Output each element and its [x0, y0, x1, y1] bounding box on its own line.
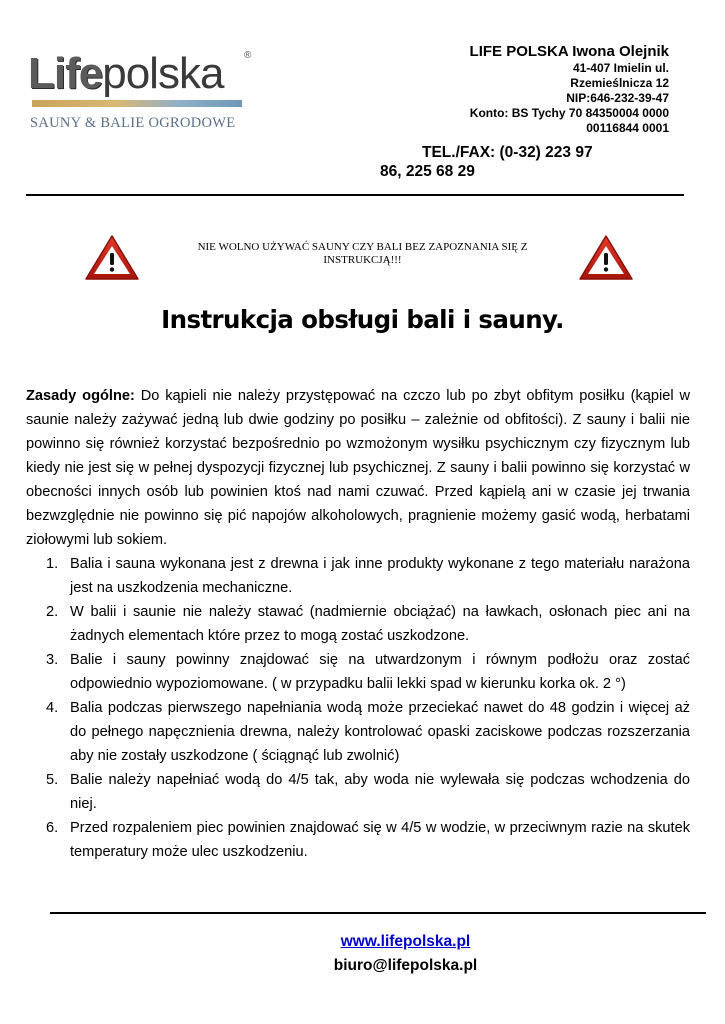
list-item-text: Balia i sauna wykonana jest z drewna i jak inne produkty wykonane z tego materiału narażona jest na uszkodzenia mechaniczne.	[70, 556, 690, 596]
logo-color-band	[32, 100, 242, 107]
list-item-number: 6.	[46, 820, 59, 836]
list-item-text: Balia podczas pierwszego napełniania wodą może przeciekać nawet do 48 godzin i więcej aż do pełnego napęcznienia drewna, należy kontrolować opaski zaciskowe podczas rozszerzania aby nie zostały uszkodzone ( ściągnąć lub zwolnić)	[70, 700, 690, 764]
logo-tagline: SAUNY & BALIE OGRODOWE	[30, 115, 236, 131]
list-item-text: Przed rozpaleniem piec powinien znajdować się w 4/5 w wodzie, w przeciwnym razie na skutek temperatury może ulec uszkodzeniu.	[70, 820, 690, 860]
phone-line1: TEL./FAX: (0-32) 223 97	[422, 144, 593, 161]
company-nip: NIP:646-232-39-47	[566, 91, 669, 105]
list-item-text: Balie należy napełniać wodą do 4/5 tak, aby woda nie wylewała się podczas wchodzenia do niej.	[70, 772, 690, 812]
company-account-line2: 00116844 0001	[586, 121, 669, 135]
company-logo	[28, 48, 258, 143]
intro-label: Zasady ogólne:	[26, 388, 135, 404]
footer-divider	[50, 912, 706, 914]
company-address-line2: Rzemieślnicza 12	[570, 76, 669, 90]
logo-word-life: Life	[28, 49, 103, 98]
list-item-number: 5.	[46, 772, 59, 788]
warning-text: NIE WOLNO UŻYWAĆ SAUNY CZY BALI BEZ ZAPOZNANIA SIĘ Z INSTRUKCJĄ!!!	[197, 241, 528, 266]
logo-wordmark	[28, 48, 223, 100]
document-title: Instrukcja obsługi bali i sauny.	[161, 305, 564, 334]
list-item-number: 2.	[46, 604, 59, 620]
company-address-line1: 41-407 Imielin ul.	[572, 61, 669, 75]
company-account-line1: Konto: BS Tychy 70 84350004 0000	[469, 106, 669, 120]
list-item	[26, 648, 690, 696]
footer	[0, 930, 725, 978]
rules-list	[26, 552, 690, 864]
list-item-number: 1.	[46, 556, 59, 572]
logo-word-polska: polska	[102, 49, 224, 98]
list-item	[26, 600, 690, 648]
company-info	[339, 43, 669, 136]
list-item-number: 3.	[46, 652, 59, 668]
company-phone	[380, 143, 670, 181]
warning-triangle-icon	[84, 234, 140, 282]
list-item-number: 4.	[46, 700, 59, 716]
list-item	[26, 696, 690, 768]
intro-text: Do kąpieli nie należy przystępować na czczo lub po zbyt obfitym posiłku (kąpiel w saunie należy zażywać jedną lub dwie godziny po posiłku – zależnie od obfitości). Z sauny i balii nie powinno się również korzystać bezpośrednio po wzmożonym wysiłku psychicznym czy fizycznym lub kiedy nie jest się w pełnej dyspozycji fizycznej lub psychicznej. Z sauny i balii powinno się korzystać w obecności innych osób lub powinien ktoś nad nami czuwać. Przed kąpielą ani w czasie jej trwania bezwzględnie nie powinno się pić napojów alkoholowych, pragnienie możemy gasić wodą, herbatami ziołowymi lub sokiem.	[26, 388, 690, 548]
list-item-text: W balii i saunie nie należy stawać (nadmiernie obciążać) na ławkach, osłonach piec ani na żadnych elementach które przez to mogą zostać uszkodzone.	[70, 604, 690, 644]
registered-mark: ®	[244, 50, 252, 61]
document-body	[26, 384, 690, 864]
list-item	[26, 552, 690, 600]
warning-triangle-icon	[578, 234, 634, 282]
list-item-text: Balie i sauny powinny znajdować się na utwardzonym i równym podłożu oraz zostać odpowiednio wypoziomowane. ( w przypadku balii lekki spad w kierunku korka ok. 2 °)	[70, 652, 690, 692]
list-item	[26, 816, 690, 864]
email-address: biuro@lifepolska.pl	[333, 957, 478, 974]
intro-paragraph	[26, 384, 690, 552]
list-item	[26, 768, 690, 816]
website-link[interactable]: www.lifepolska.pl	[340, 933, 471, 950]
header-divider	[26, 194, 684, 196]
phone-line2: 86, 225 68 29	[380, 163, 475, 180]
company-name: LIFE POLSKA Iwona Olejnik	[469, 43, 669, 60]
